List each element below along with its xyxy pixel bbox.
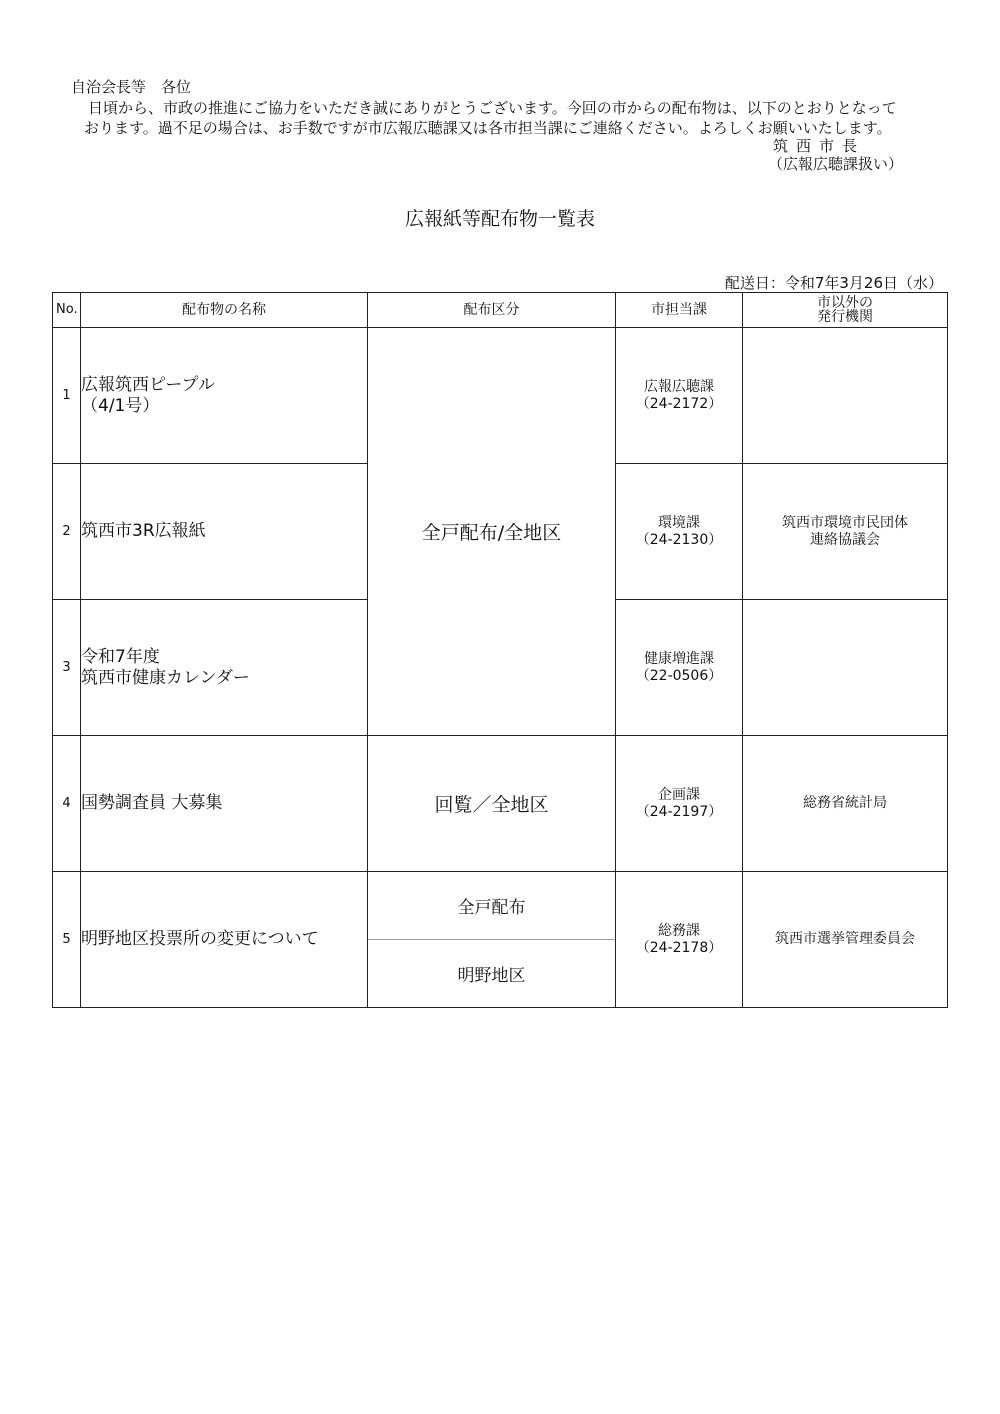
row-no: 1 xyxy=(53,328,81,464)
row-distribution-top: 全戸配布 xyxy=(368,872,615,940)
row-dept xyxy=(616,328,743,464)
header-distribution: 配布区分 xyxy=(368,293,616,328)
row-issuer xyxy=(743,464,948,600)
row-name xyxy=(81,600,368,736)
row-no: 5 xyxy=(53,872,81,1008)
row-dept xyxy=(616,736,743,872)
header-issuer xyxy=(743,293,948,328)
row-dept xyxy=(616,464,743,600)
row-dept-name: 健康増進課 xyxy=(644,650,714,667)
addressee: 自治会長等 各位 xyxy=(71,78,192,96)
header-issuer-line1: 市以外の xyxy=(817,295,873,311)
row-dept-tel: （24-2197） xyxy=(635,803,723,820)
row-name xyxy=(81,736,368,872)
table-row xyxy=(53,736,948,872)
row-dept-name: 環境課 xyxy=(658,514,700,531)
row-no: 3 xyxy=(53,600,81,736)
row-name xyxy=(81,328,368,464)
header-dept: 市担当課 xyxy=(616,293,743,328)
row-issuer xyxy=(743,600,948,736)
row-dept-tel: （24-2178） xyxy=(635,939,723,956)
row-dept-tel: （24-2130） xyxy=(635,531,723,548)
row-dept-name: 総務課 xyxy=(658,922,700,939)
row-name-line1: 広報筑西ピープル xyxy=(81,374,215,395)
table-row xyxy=(53,872,948,1008)
row-dept xyxy=(616,600,743,736)
header-name: 配布物の名称 xyxy=(81,293,368,328)
row-issuer-line1: 総務省統計局 xyxy=(803,795,887,811)
document-title: 広報紙等配布物一覧表 xyxy=(404,208,595,230)
row-no: 4 xyxy=(53,736,81,872)
row-issuer xyxy=(743,736,948,872)
row-distribution: 回覧／全地区 xyxy=(368,736,616,872)
row-name-line2: 筑西市健康カレンダー xyxy=(81,667,250,688)
row-dept-name: 企画課 xyxy=(658,786,700,803)
header-issuer-line2: 発行機関 xyxy=(817,309,873,325)
row-name-line1: 筑西市3R広報紙 xyxy=(81,521,206,541)
row-no: 2 xyxy=(53,464,81,600)
row-issuer-line1: 筑西市選挙管理委員会 xyxy=(775,931,915,947)
row-issuer-line2: 連絡協議会 xyxy=(810,531,880,548)
row-dept-tel: （22-0506） xyxy=(635,667,723,684)
row-distribution-bottom: 明野地区 xyxy=(457,966,526,986)
table-header-row xyxy=(53,293,948,328)
header-no: No. xyxy=(53,293,81,328)
row-dept-name: 広報広聴課 xyxy=(644,378,714,395)
row-dept-tel: （24-2172） xyxy=(635,395,723,412)
intro-text-line-2: おります。過不足の場合は、お手数ですが市広報広聴課又は各市担当課にご連絡ください。よろしくお願いいたします。 xyxy=(84,119,892,137)
sender-department: （広報広聴課扱い） xyxy=(768,155,904,173)
delivery-date: 配送日：令和7年3月26日（水） xyxy=(724,274,943,292)
row-name xyxy=(81,464,368,600)
row-distribution-merged: 全戸配布/全地区 xyxy=(368,328,616,736)
row-name-line1: 令和7年度 xyxy=(81,646,160,667)
row-issuer xyxy=(743,328,948,464)
distribution-table xyxy=(52,292,948,1008)
row-name-line2: （4/1号） xyxy=(81,395,160,416)
row-dept xyxy=(616,872,743,1008)
intro-text-line-1: 日頃から、市政の推進にご協力をいただき誠にありがとうございます。今回の市からの配布物は、以下のとおりとなって xyxy=(88,99,897,117)
row-name-line1: 国勢調査員 大募集 xyxy=(81,793,223,813)
row-distribution-split xyxy=(368,872,616,1008)
row-name xyxy=(81,872,368,1008)
sender-name: 筑西市長 xyxy=(773,137,866,155)
table-row xyxy=(53,328,948,464)
row-issuer xyxy=(743,872,948,1008)
row-issuer-line1: 筑西市環境市民団体 xyxy=(782,514,908,531)
row-name-line1: 明野地区投票所の変更について xyxy=(81,929,319,949)
